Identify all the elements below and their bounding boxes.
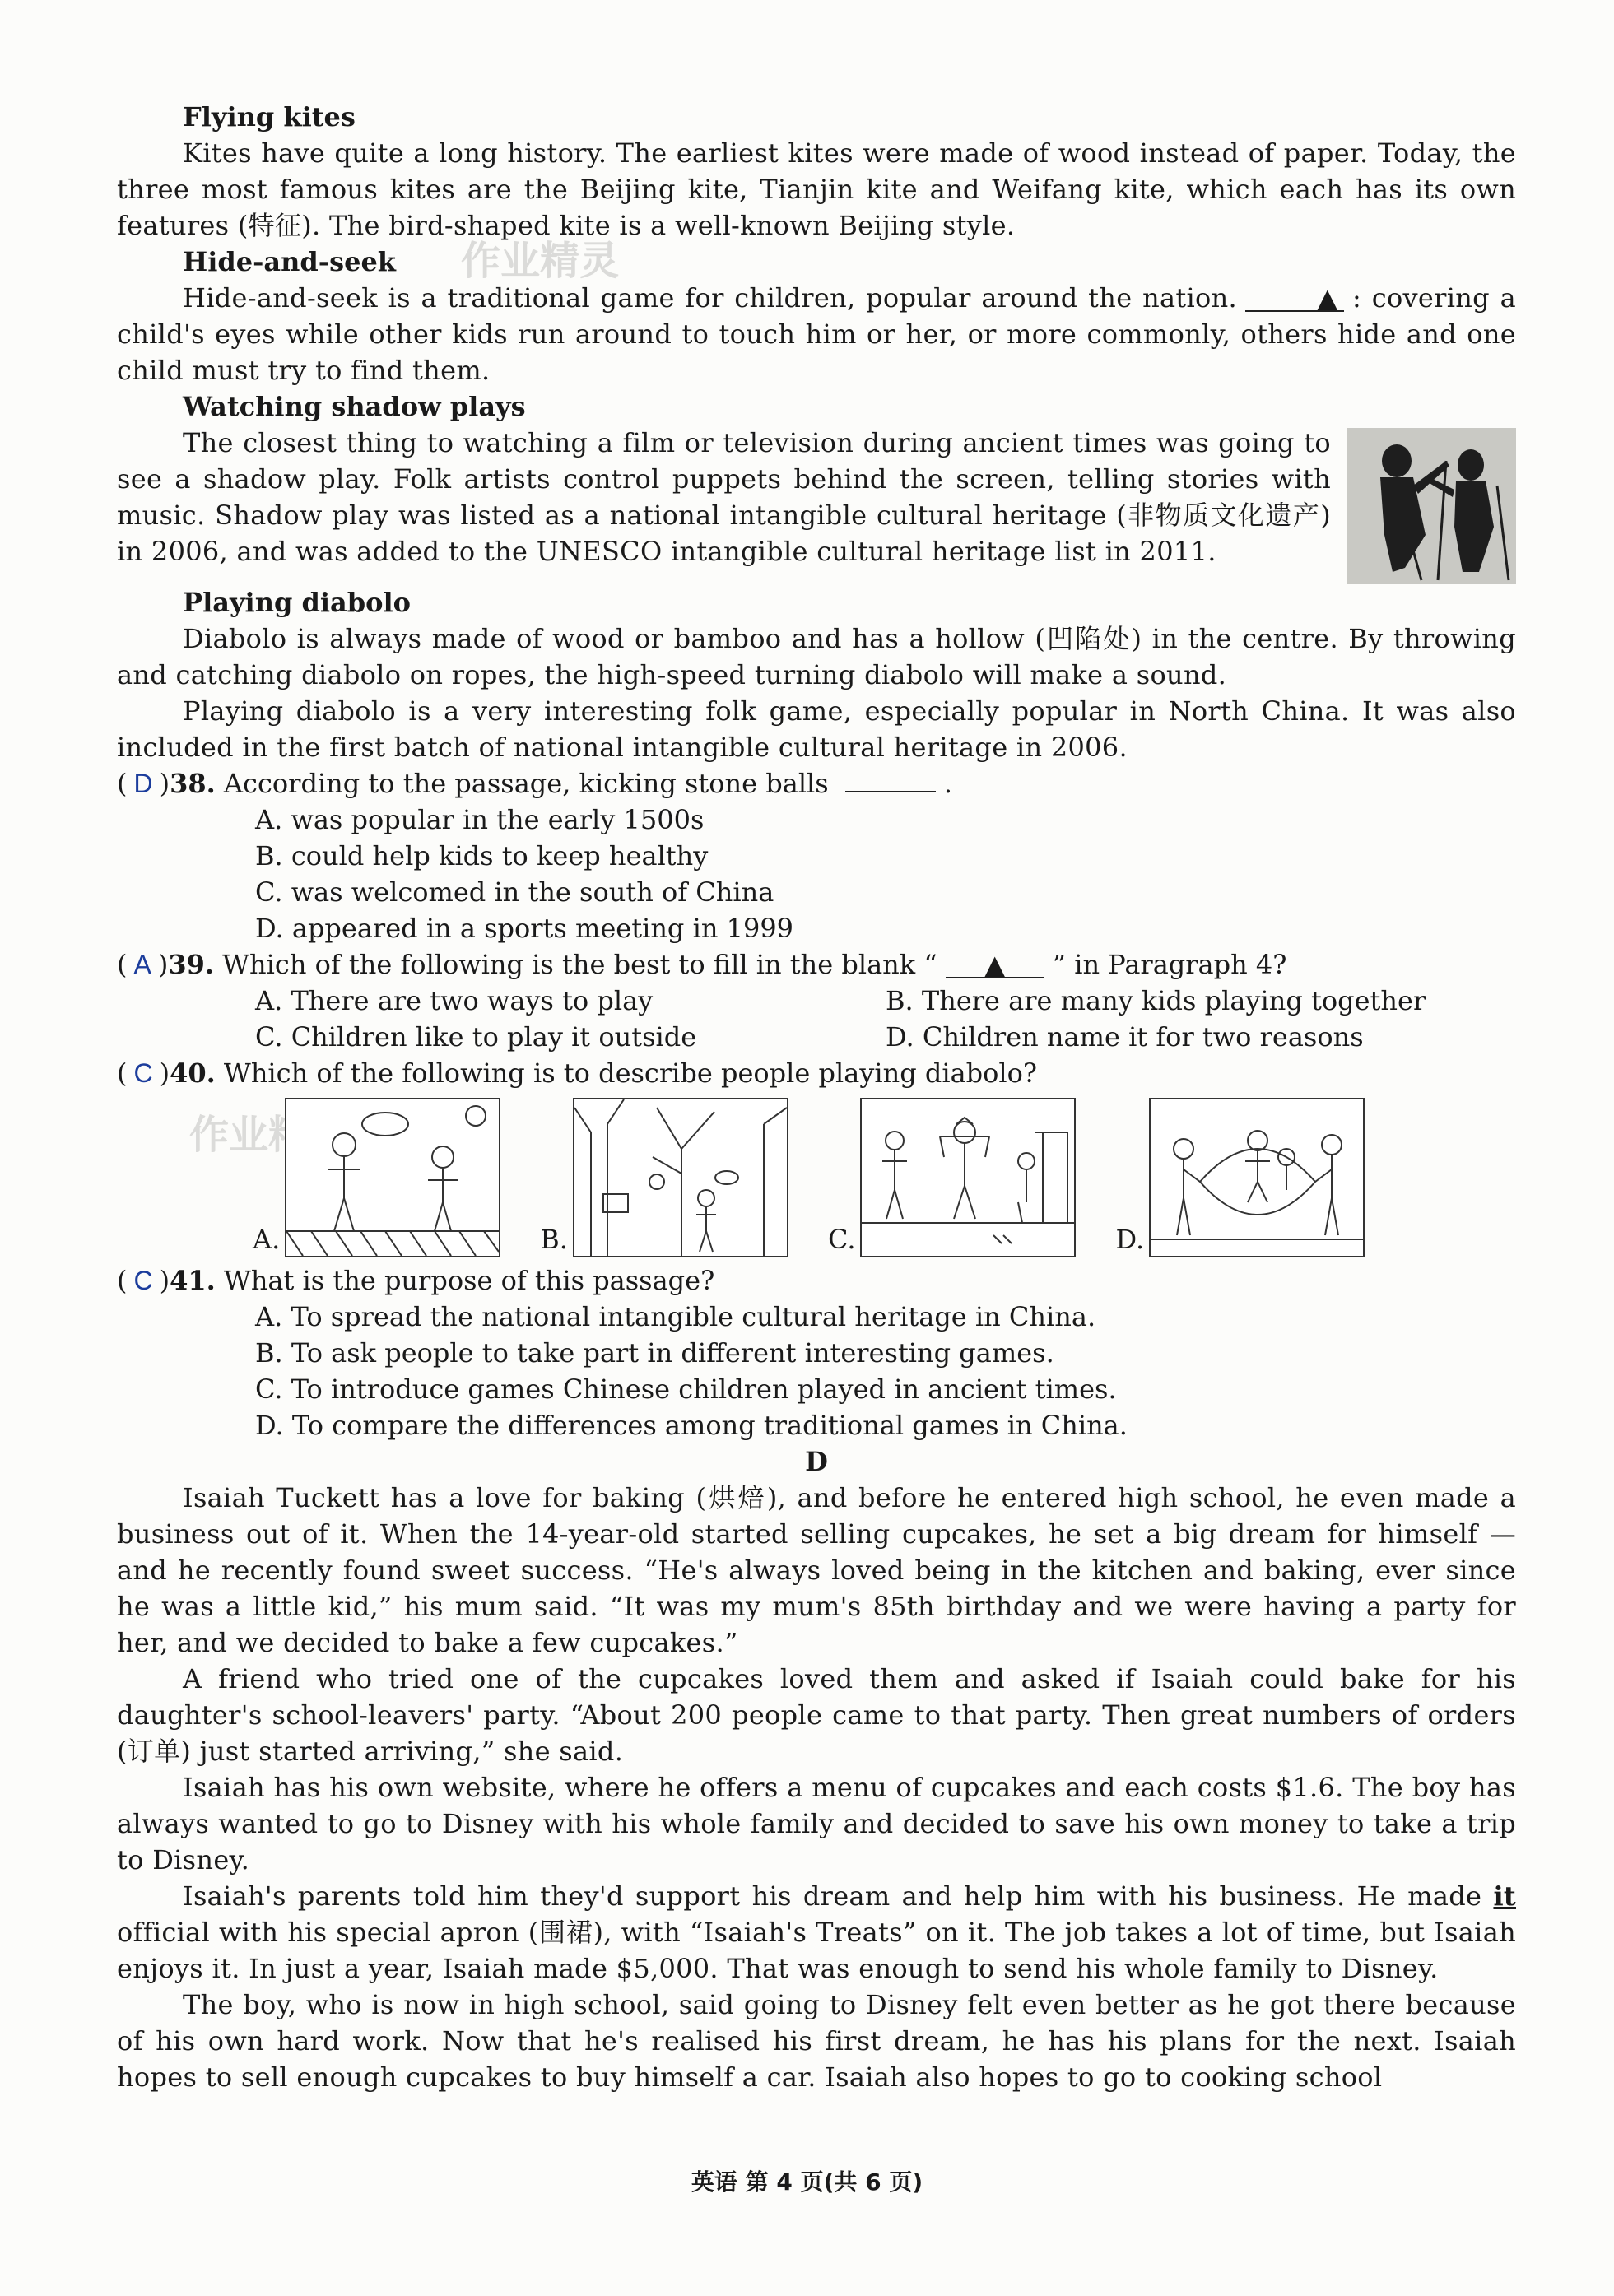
q38-option-d: D. appeared in a sports meeting in 1999 bbox=[255, 913, 794, 944]
q40-label-a: A. bbox=[253, 1224, 281, 1255]
question-39-stem-after: ” in Paragraph 4? bbox=[1052, 949, 1287, 980]
p4-underlined-it: it bbox=[1493, 1880, 1516, 1912]
question-39-stem-before: Which of the following is the best to fill in the blank “ bbox=[222, 949, 937, 980]
question-39-blank: ▲ bbox=[946, 952, 1044, 978]
q40-option-b bbox=[540, 1098, 788, 1257]
question-41-number: 41. bbox=[170, 1265, 216, 1296]
question-38-blank bbox=[845, 791, 936, 792]
section-d-paragraph-2: A friend who tried one of the cupcakes loved them and asked if Isaiah could bake for his daughter's school-leavers' party. “About 200 people came to that party. Then great numbers of orders (订单) just started arriving,” she said. bbox=[117, 1663, 1516, 1767]
kites-paragraph: Kites have quite a long history. The earliest kites were made of wood instead of paper. Today, the three most famous kites are the Beijing kite, Tianjin kite and Weifang kite, which each has its own features (特征). The bird-shaped kite is a well-known Beijing style. bbox=[117, 137, 1516, 241]
question-38: ( D )38. According to the passage, kicking stone balls . bbox=[117, 768, 953, 799]
hide-paragraph bbox=[117, 280, 1516, 388]
watermark-mid: 作业精灵 bbox=[189, 1112, 348, 1158]
hide-text-before: Hide-and-seek is a traditional game for children, popular around the nation. bbox=[183, 282, 1238, 314]
shadow-section bbox=[117, 425, 1516, 584]
answer-41: C bbox=[133, 1266, 153, 1295]
shadow-paragraph: The closest thing to watching a film or television during ancient times was going to see a shadow play. Folk artists control puppets behind the screen, telling stories with music. Shadow play was listed as a national intangible cultural heritage (非物质文化遗产) in 2006, and was added to the UNESCO intangible cultural heritage list in 2011. bbox=[117, 427, 1331, 567]
page-content bbox=[117, 99, 1516, 2095]
q39-options-row-1 bbox=[255, 983, 1516, 1019]
picture-a-people-talking bbox=[285, 1098, 500, 1257]
q40-pictures bbox=[253, 1093, 1516, 1257]
diabolo-paragraph-2: Playing diabolo is a very interesting folk game, especially popular in North China. It was also included in the first batch of national intangible cultural heritage in 2006. bbox=[117, 695, 1516, 763]
heading-kites: Flying kites bbox=[183, 101, 356, 132]
section-d-paragraph-5: The boy, who is now in high school, said going to Disney felt even better as he got there because of his own hard work. Now that he's realised his first dream, he has his plans for the next. Isaiah hopes to sell enough cupcakes to buy himself a car. Isaiah also hopes to go to cooking school bbox=[117, 1989, 1516, 2093]
shadow-puppet-image bbox=[1347, 428, 1516, 584]
q40-label-b: B. bbox=[540, 1224, 568, 1255]
q39-option-a: A. There are two ways to play bbox=[255, 985, 654, 1016]
question-40-number: 40. bbox=[170, 1057, 216, 1089]
q41-option-b: B. To ask people to take part in different interesting games. bbox=[255, 1337, 1054, 1369]
heading-diabolo: Playing diabolo bbox=[183, 587, 411, 618]
heading-shadow-plays: Watching shadow plays bbox=[183, 391, 526, 422]
question-40-stem: Which of the following is to describe people playing diabolo? bbox=[223, 1057, 1038, 1089]
q38-option-c: C. was welcomed in the south of China bbox=[255, 876, 774, 908]
question-39: ( A )39. Which of the following is the best to fill in the blank “ ▲ ” in Paragraph 4? bbox=[117, 949, 1287, 980]
q40-option-d bbox=[1115, 1098, 1365, 1257]
question-41: ( C )41. What is the purpose of this passage? bbox=[117, 1265, 715, 1296]
q40-option-c bbox=[828, 1098, 1077, 1257]
question-41-stem: What is the purpose of this passage? bbox=[223, 1265, 715, 1296]
q39-option-d: D. Children name it for two reasons bbox=[886, 1021, 1364, 1053]
question-40: ( C )40. Which of the following is to describe people playing diabolo? bbox=[117, 1057, 1038, 1089]
q40-option-a bbox=[253, 1098, 500, 1257]
p4-after: official with his special apron (围裙), with “Isaiah's Treats” on it. The job takes a lot of time, but Isaiah enjoys it. In just a year, Isaiah made $5,000. That was enough to send his whole family to Disney. bbox=[117, 1917, 1516, 1984]
q41-option-d: D. To compare the differences among traditional games in China. bbox=[255, 1410, 1128, 1441]
p4-before: Isaiah's parents told him they'd support his dream and help him with his business. He made bbox=[183, 1880, 1494, 1912]
q39-options-row-2 bbox=[255, 1019, 1516, 1055]
answer-38: D bbox=[133, 769, 153, 798]
q38-option-a: A. was popular in the early 1500s bbox=[255, 804, 705, 835]
watermark-top: 作业精灵 bbox=[461, 238, 620, 284]
section-d-paragraph-3: Isaiah has his own website, where he offers a menu of cupcakes and each costs $1.6. The boy has always wanted to go to Disney with his whole family and decided to save his own money to take a trip to Disney. bbox=[117, 1772, 1516, 1875]
section-d-paragraph-4 bbox=[117, 1878, 1516, 1987]
q41-option-a: A. To spread the national intangible cultural heritage in China. bbox=[255, 1301, 1096, 1332]
hide-text-after: : covering a child's eyes while other kids run around to touch him or her, or more commonly, others hide and one child must try to find them. bbox=[117, 282, 1516, 386]
q41-option-c: C. To introduce games Chinese children played in ancient times. bbox=[255, 1373, 1117, 1405]
q39-option-c: C. Children like to play it outside bbox=[255, 1021, 697, 1053]
q40-label-d: D. bbox=[1115, 1224, 1145, 1255]
answer-40: C bbox=[133, 1058, 153, 1088]
answer-39: A bbox=[133, 950, 151, 979]
q40-label-c: C. bbox=[827, 1224, 856, 1255]
question-38-stem: According to the passage, kicking stone balls bbox=[223, 768, 829, 799]
question-39-number: 39. bbox=[168, 949, 214, 980]
question-38-number: 38. bbox=[170, 768, 216, 799]
q39-option-b: B. There are many kids playing together bbox=[886, 985, 1426, 1016]
blank-triangle: ▲ bbox=[1245, 286, 1344, 312]
page-footer: 英语 第 4 页(共 6 页) bbox=[691, 2168, 923, 2196]
diabolo-paragraph-1: Diabolo is always made of wood or bamboo and has a hollow (凹陷处) in the centre. By throwing and catching diabolo on ropes, the high-speed turning diabolo will make a sound. bbox=[117, 623, 1516, 690]
q38-option-b: B. could help kids to keep healthy bbox=[255, 840, 709, 871]
picture-b-kite-in-tree bbox=[573, 1098, 788, 1257]
section-d-paragraph-1: Isaiah Tuckett has a love for baking (烘焙), and before he entered high school, he even made a business out of it. When the 14-year-old started selling cupcakes, he set a big dream for himself — and he recently found sweet success. “He's always loved being in the kitchen and baking, ever since he was a little kid,” his mum said. “It was my mum's 85th birthday and we were having a party for her, and we decided to bake a few cupcakes.” bbox=[117, 1482, 1516, 1658]
picture-c-playing-diabolo bbox=[860, 1098, 1076, 1257]
section-d-title: D bbox=[805, 1446, 828, 1477]
heading-hide-and-seek: Hide-and-seek bbox=[183, 246, 396, 277]
picture-d-jumping-rope bbox=[1149, 1098, 1365, 1257]
